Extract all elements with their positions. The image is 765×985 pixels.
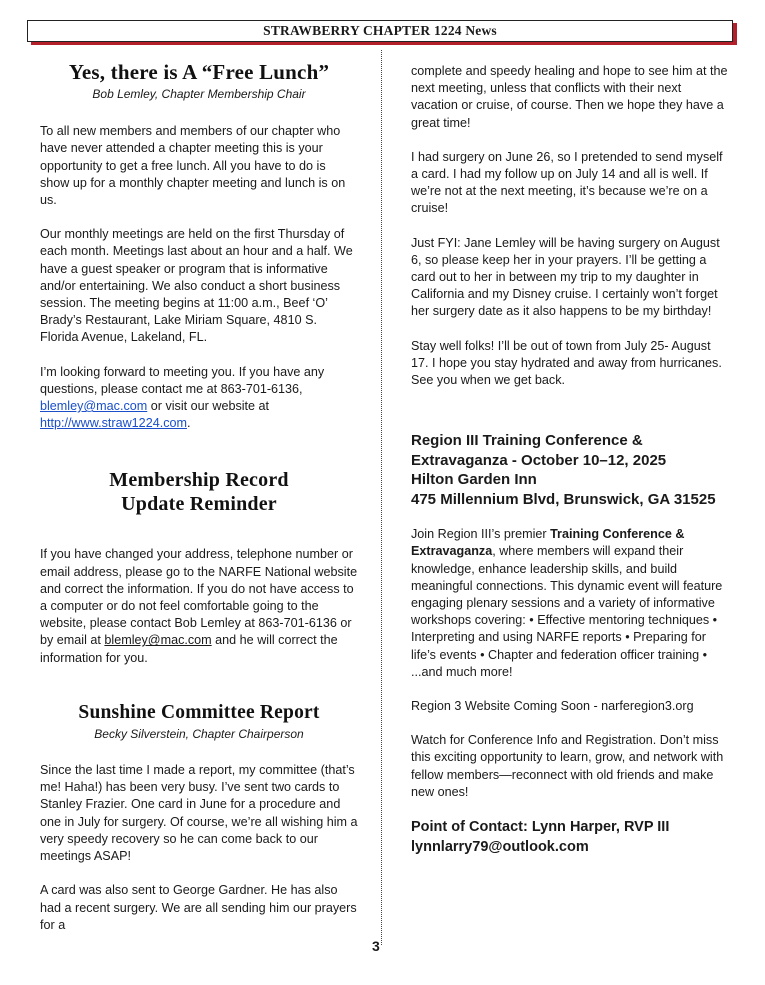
membership-title-line-2: Update Reminder xyxy=(121,493,277,516)
region-heading-line-3: Hilton Garden Inn xyxy=(411,471,537,489)
email-link[interactable]: blemley@mac.com xyxy=(40,399,148,414)
free-lunch-byline: Bob Lemley, Chapter Membership Chair xyxy=(92,87,306,101)
membership-email-link[interactable]: blemley@mac.com xyxy=(104,633,212,648)
region-heading xyxy=(411,431,729,509)
column-divider xyxy=(381,50,382,945)
membership-title xyxy=(40,468,358,516)
sunshine-paragraph-5: Stay well folks! I’ll be out of town from July 25- August 17. I hope you stay hydrated and away from hurricanes. See you when we get back. xyxy=(411,338,722,388)
contact-email[interactable]: lynnlarry79@outlook.com xyxy=(411,838,589,855)
region-p1-bold: Training Conference & Extravaganza xyxy=(411,527,685,559)
right-column xyxy=(411,63,729,857)
point-of-contact xyxy=(411,818,729,857)
newsletter-title: STRAWBERRY CHAPTER 1224 News xyxy=(263,23,497,38)
sunshine-title: Sunshine Committee Report xyxy=(78,701,320,723)
free-lunch-paragraph-1: To all new members and members of our chapter who have never attended a chapter meeting this is your opportunity to get a free lunch. All you have to do is show up for a monthly chapter meeting and lunch is on us. xyxy=(40,124,346,208)
page-number: 3 xyxy=(372,938,380,954)
free-lunch-p3-end: . xyxy=(187,416,191,431)
region-p1-text-end: , where members will expand their knowledge, enhance leadership skills, and build meaningful connections. This dynamic event will feature engaging plenary sessions and a variety of informative workshops covering: • Effective mentoring techniques • Interpreting and using NARFE reports • Preparing for life’s events • Chapter and federation officer training • ...and much more! xyxy=(411,544,723,679)
website-link[interactable]: http://www.straw1224.com xyxy=(40,416,187,431)
left-column xyxy=(40,58,358,934)
sunshine-paragraph-4: Just FYI: Jane Lemley will be having surgery on August 6, so please keep her in your prayers. I’ll be getting a card out to her in between my trip to my daughter in California and my Disney cruise. I certainly won’t forget her surgery date as it also happens to be my birthday! xyxy=(411,235,720,319)
region-heading-line-2: Extravaganza - October 10–12, 2025 xyxy=(411,451,667,469)
region-p1-text: Join Region III’s premier xyxy=(411,527,547,542)
region-heading-line-4: 475 Millennium Blvd, Brunswick, GA 31525 xyxy=(411,490,716,508)
free-lunch-paragraph-3 xyxy=(40,364,358,433)
region-heading-line-1: Region III Training Conference & xyxy=(411,432,643,450)
membership-text-end: and he will correct the information for you. xyxy=(40,633,338,665)
region-paragraph-1 xyxy=(411,526,729,681)
sunshine-paragraph-2-continued: complete and speedy healing and hope to see him at the next meeting, unless that conflicts with their next vacation or cruise, of course. Then we hope they have a great time! xyxy=(411,64,728,130)
membership-paragraph xyxy=(40,546,358,666)
sunshine-byline: Becky Silverstein, Chapter Chairperson xyxy=(94,726,304,741)
region-paragraph-3: Watch for Conference Info and Registration. Don’t miss this exciting opportunity to learn, grow, and network with fellow members—reconnect with old friends and make new ones! xyxy=(411,733,724,799)
free-lunch-title: Yes, there is A “Free Lunch” xyxy=(68,60,330,84)
free-lunch-p3-mid: or visit our website at xyxy=(150,399,270,414)
sunshine-paragraph-3: I had surgery on June 26, so I pretended to send myself a card. I had my follow up on July 14 and all is well. If we’re not at the next meeting, it’s because we’re on a cruise! xyxy=(411,149,723,216)
region-website-note: Region 3 Website Coming Soon - narferegion3.org xyxy=(411,699,694,714)
contact-line-1: Point of Contact: Lynn Harper, RVP III xyxy=(411,819,670,836)
sunshine-paragraph-2: A card was also sent to George Gardner. He has also had a recent surgery. We are all sending him our prayers for a xyxy=(40,883,357,932)
free-lunch-paragraph-2: Our monthly meetings are held on the first Thursday of each month. Meetings last about an hour and a half. We have a guest speaker or program that is informative and/or entertaining. We also conduct a short business session. The meeting begins at 11:00 a.m., Beef ‘O’ Brady’s Restaurant, Lake Miriam Square, 4810 S. Florida Avenue, Lakeland, FL. xyxy=(40,227,353,345)
sunshine-paragraph-1: Since the last time I made a report, my committee (that’s me! Haha!) has been very busy. I’ve sent two cards to Stanley Frazier. One card in June for a procedure and one in July for surgery. Of course, we’re all wishing him a very speedy recovery so he can come back to our meetings ASAP! xyxy=(40,763,358,864)
membership-title-line-1: Membership Record xyxy=(109,469,289,492)
membership-text: If you have changed your address, telephone number or email address, please go to the NARFE National website and correct the information. If you do not have access to a computer or do not feel comfortable going to the website, please contact Bob Lemley at 863-701-6136 or by email at xyxy=(40,547,358,648)
newsletter-header xyxy=(27,20,733,42)
free-lunch-p3-text: I’m looking forward to meeting you. If you have any questions, please contact me at 863-701-6136, xyxy=(40,364,325,396)
